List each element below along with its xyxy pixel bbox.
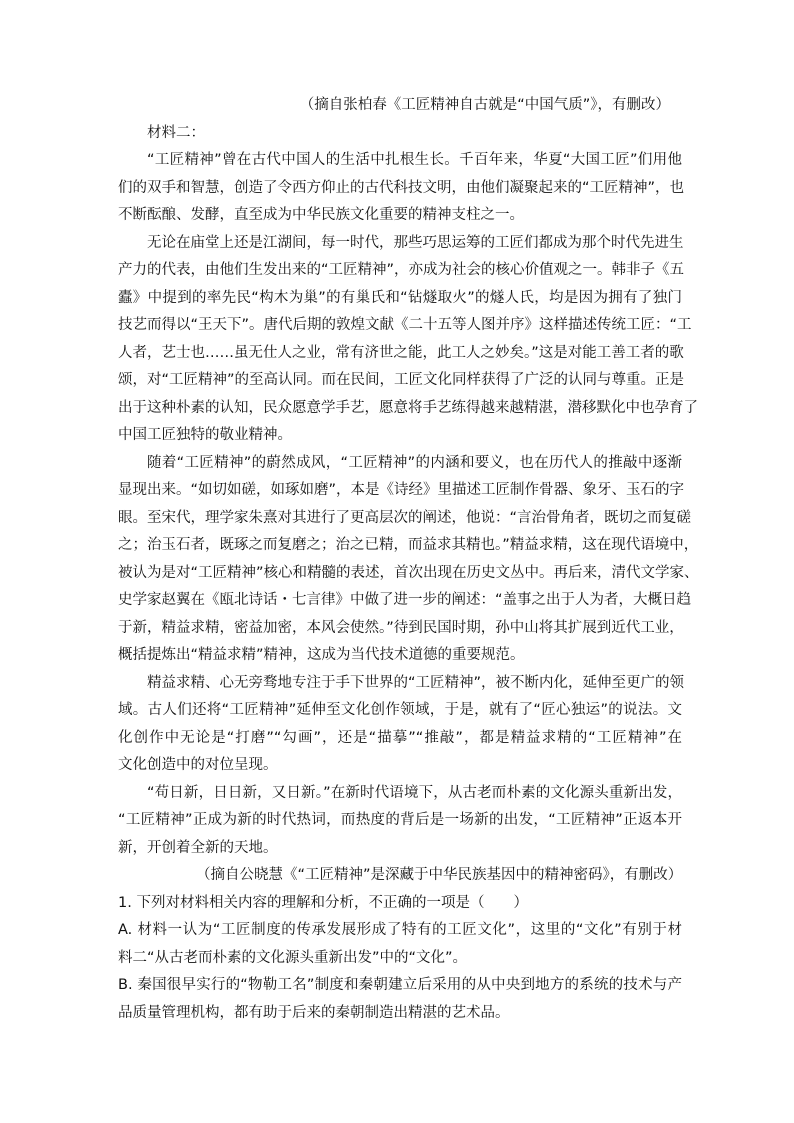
option-line: 料二“从古老而朴素的文化源头重新出发”中的“文化”。	[118, 949, 468, 966]
paragraph-line: 无论在庙堂上还是江湖间，每一时代，那些巧思运筹的工匠们都成为那个时代先进生	[147, 234, 684, 251]
paragraph-line: “工匠精神”曾在古代中国人的生活中扎根生长。千百年来，华夏“大国工匠”们用他	[147, 152, 682, 168]
option-line: B. 秦国很早实行的“物勒工名”制度和秦朝建立后采用的从中央到地方的系统的技术与产	[118, 977, 682, 993]
paragraph-line: 产力的代表，由他们生发出来的“工匠精神”，亦成为社会的核心价值观之一。韩非子《五	[118, 262, 685, 278]
paragraph-line: “苟日新，日日新，又日新。”在新时代语境下，从古老而朴素的文化源头重新出发，	[147, 784, 682, 801]
option-b	[118, 972, 682, 1027]
paragraph-line: “工匠精神”正成为新的时代热词，而热度的背后是一场新的出发，“工匠精神”正返本开	[118, 812, 682, 828]
paragraph-line: 化创作中无论是“打磨”“勾画”，还是“描摹”“推敲”，都是精益求精的“工匠精神”在	[118, 729, 682, 746]
paragraph-line: 概括提炼出“精益求精”精神，这成为当代技术道德的重要规范。	[118, 647, 525, 663]
paragraph-line: 眼。至宋代，理学家朱熹对其进行了更高层次的阐述，他说：“言治骨角者，既切之而复磋	[118, 509, 692, 526]
paragraph-line: 新，开创着全新的天地。	[118, 839, 278, 856]
source-citation-1: （摘自张柏春《工匠精神自古就是“中国气质”》，有删改）	[299, 97, 670, 113]
paragraph	[118, 147, 685, 230]
option-line: 品质量管理机构，都有助于后来的秦朝制造出精湛的艺术品。	[118, 1004, 510, 1021]
paragraph-line: 于新，精益求精，密益加密，本风会使然。”待到民国时期，孙中山将其扩展到近代工业，	[118, 619, 684, 636]
option-line: A. 材料一认为“工匠制度的传承发展形成了特有的工匠文化”，这里的“文化”有别于材	[118, 922, 682, 938]
paragraph-line: 中国工匠独特的敬业精神。	[118, 427, 292, 443]
material-2-heading: 材料二：	[147, 124, 205, 141]
paragraph-line: 精益求精、心无旁骛地专注于手下世界的“工匠精神”，被不断内化，延伸至更广的领	[147, 674, 685, 691]
paragraph	[118, 450, 699, 670]
paragraph	[118, 230, 698, 450]
paragraph-line: 们的双手和智慧，创造了令西方仰止的古代科技文明，由他们凝聚起来的“工匠精神”，也	[118, 179, 685, 196]
paragraph-line: 被认为是对“工匠精神”核心和精髓的表述，首次出现在历史文丛中。再后来，清代文学家、	[118, 564, 699, 581]
option-a	[118, 917, 682, 972]
paragraph-line: 域。古人们还将“工匠精神”延伸至文化创作领域，于是，就有了“匠心独运”的说法。文	[118, 702, 682, 718]
paragraph-line: 文化创造中的对位呈现。	[118, 757, 278, 773]
question-stem: 1. 下列对材料相关内容的理解和分析，不正确的一项是（ ）	[118, 894, 528, 911]
paragraph-line: 蠹》中提到的率先民“构木为巢”的有巢氏和“钻燧取火”的燧人氏，均是因为拥有了独门	[118, 289, 682, 306]
paragraph-line: 出于这种朴素的认知，民众愿意学手艺，愿意将手艺练得越来越精湛，潜移默化中也孕育了	[118, 399, 698, 416]
paragraph	[118, 670, 685, 780]
paragraph-line: 颂，对“工匠精神”的至高认同。而在民间，工匠文化同样获得了广泛的认同与尊重。正是	[118, 372, 685, 388]
paragraph	[118, 780, 682, 863]
paragraph-line: 技艺而得以“王天下”。唐代后期的敦煌文献《二十五等人图并序》这样描述传统工匠：“工	[118, 317, 692, 333]
paragraph-line: 之；治玉石者，既琢之而复磨之；治之已精，而益求其精也。”精益求精，这在现代语境中，	[118, 537, 699, 553]
paragraph-line: 人者，艺士也……虽无仕人之业，常有济世之能，此工人之妙矣。”这是对能工善工者的歌	[118, 344, 684, 361]
paragraph-line: 史学家赵翼在《瓯北诗话・七言律》中做了进一步的阐述：“盖事之出于人为者，大概日趋	[118, 592, 692, 608]
document-body	[118, 92, 699, 1027]
source-citation-2: （摘自公晓慧《“工匠精神”是深藏于中华民族基因中的精神密码》，有删改）	[196, 867, 683, 883]
paragraph-line: 随着“工匠精神”的蔚然成风，“工匠精神”的内涵和要义，也在历代人的推敲中逐渐	[147, 454, 682, 471]
paragraph-line: 不断酝酿、发酵，直至成为中华民族文化重要的精神支柱之一。	[118, 207, 524, 223]
paragraph-line: 显现出来。“如切如磋，如琢如磨”，本是《诗经》里描述工匠制作骨器、象牙、玉石的字	[118, 482, 685, 498]
